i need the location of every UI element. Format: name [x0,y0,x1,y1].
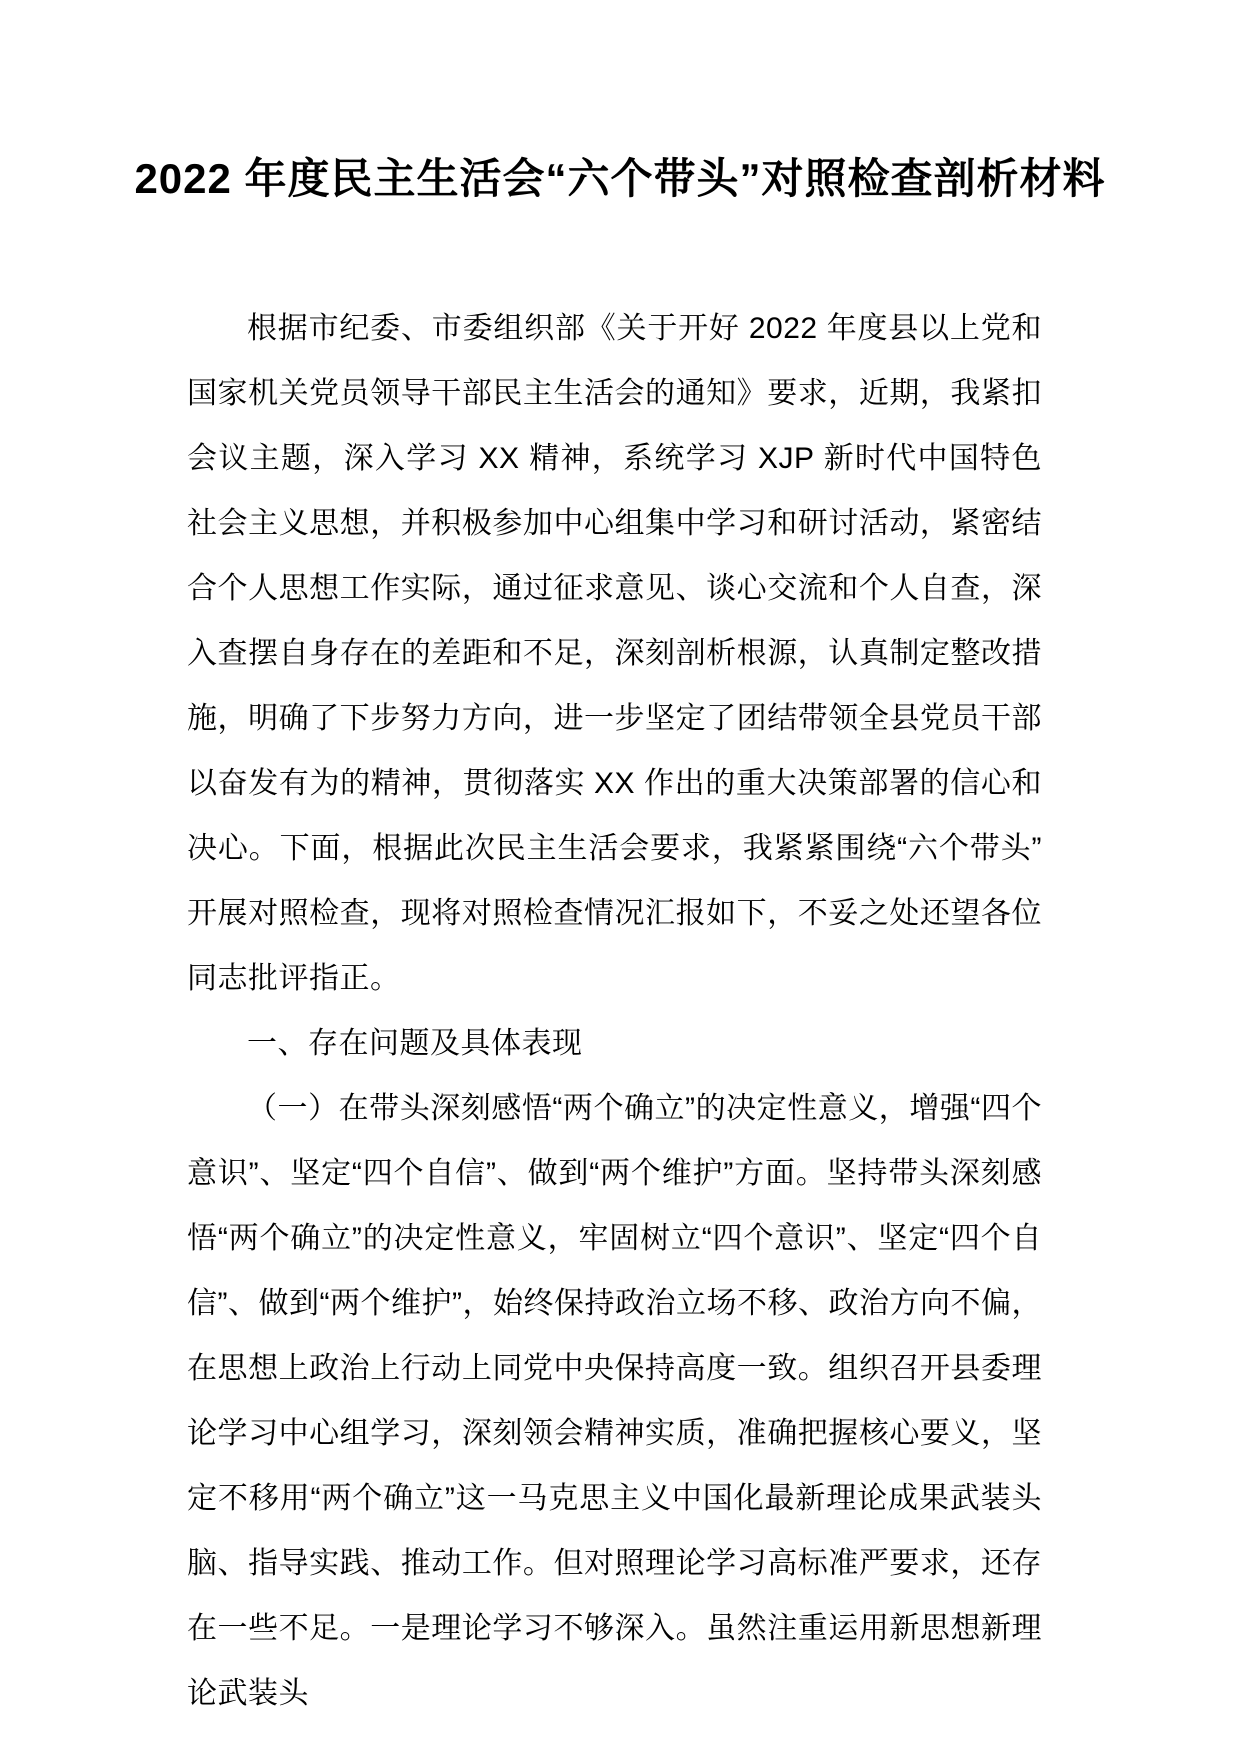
section-heading: 一、存在问题及具体表现 [247,1027,583,1060]
intro-paragraph: 根据市纪委、市委组织部《关于开好 2022 年度县以上党和国家机关党员领导干部民主生活会的通知》要求，近期，我紧扣会议主题，深入学习 XX 精神，系统学习 XJP 新时代中国特色社会主义思想，并积极参加中心组集中学习和研讨活动，紧密结合个人思想工作实际，通过征求意见、谈心交流和个人自查，深入查摆自身存在的差距和不足，深刻剖析根源，认真制定整改措施，明确了下步努力方向，进一步坚定了团结带领全县党员干部以奋发有为的精神，贯彻落实 XX 作出的重大决策部署的信心和决心。下面，根据此次民主生活会要求，我紧紧围绕“六个带头”开展对照检查，现将对照检查情况汇报如下，不妥之处还望各位同志批评指正。 [187,312,1042,995]
document-body [187,296,1042,1726]
section-paragraph: （一）在带头深刻感悟“两个确立”的决定性意义，增强“四个意识”、坚定“四个自信”、做到“两个维护”方面。坚持带头深刻感悟“两个确立”的决定性意义，牢固树立“四个意识”、坚定“四个自信”、做到“两个维护”，始终保持政治立场不移、政治方向不偏，在思想上政治上行动上同党中央保持高度一致。组织召开县委理论学习中心组学习，深刻领会精神实质，准确把握核心要义，坚定不移用“两个确立”这一马克思主义中国化最新理论成果武装头脑、指导实践、推动工作。但对照理论学习高标准严要求，还存在一些不足。一是理论学习不够深入。虽然注重运用新思想新理论武装头 [187,1092,1042,1710]
document-title: 2022 年度民主生活会“六个带头”对照检查剖析材料 [134,155,1106,202]
